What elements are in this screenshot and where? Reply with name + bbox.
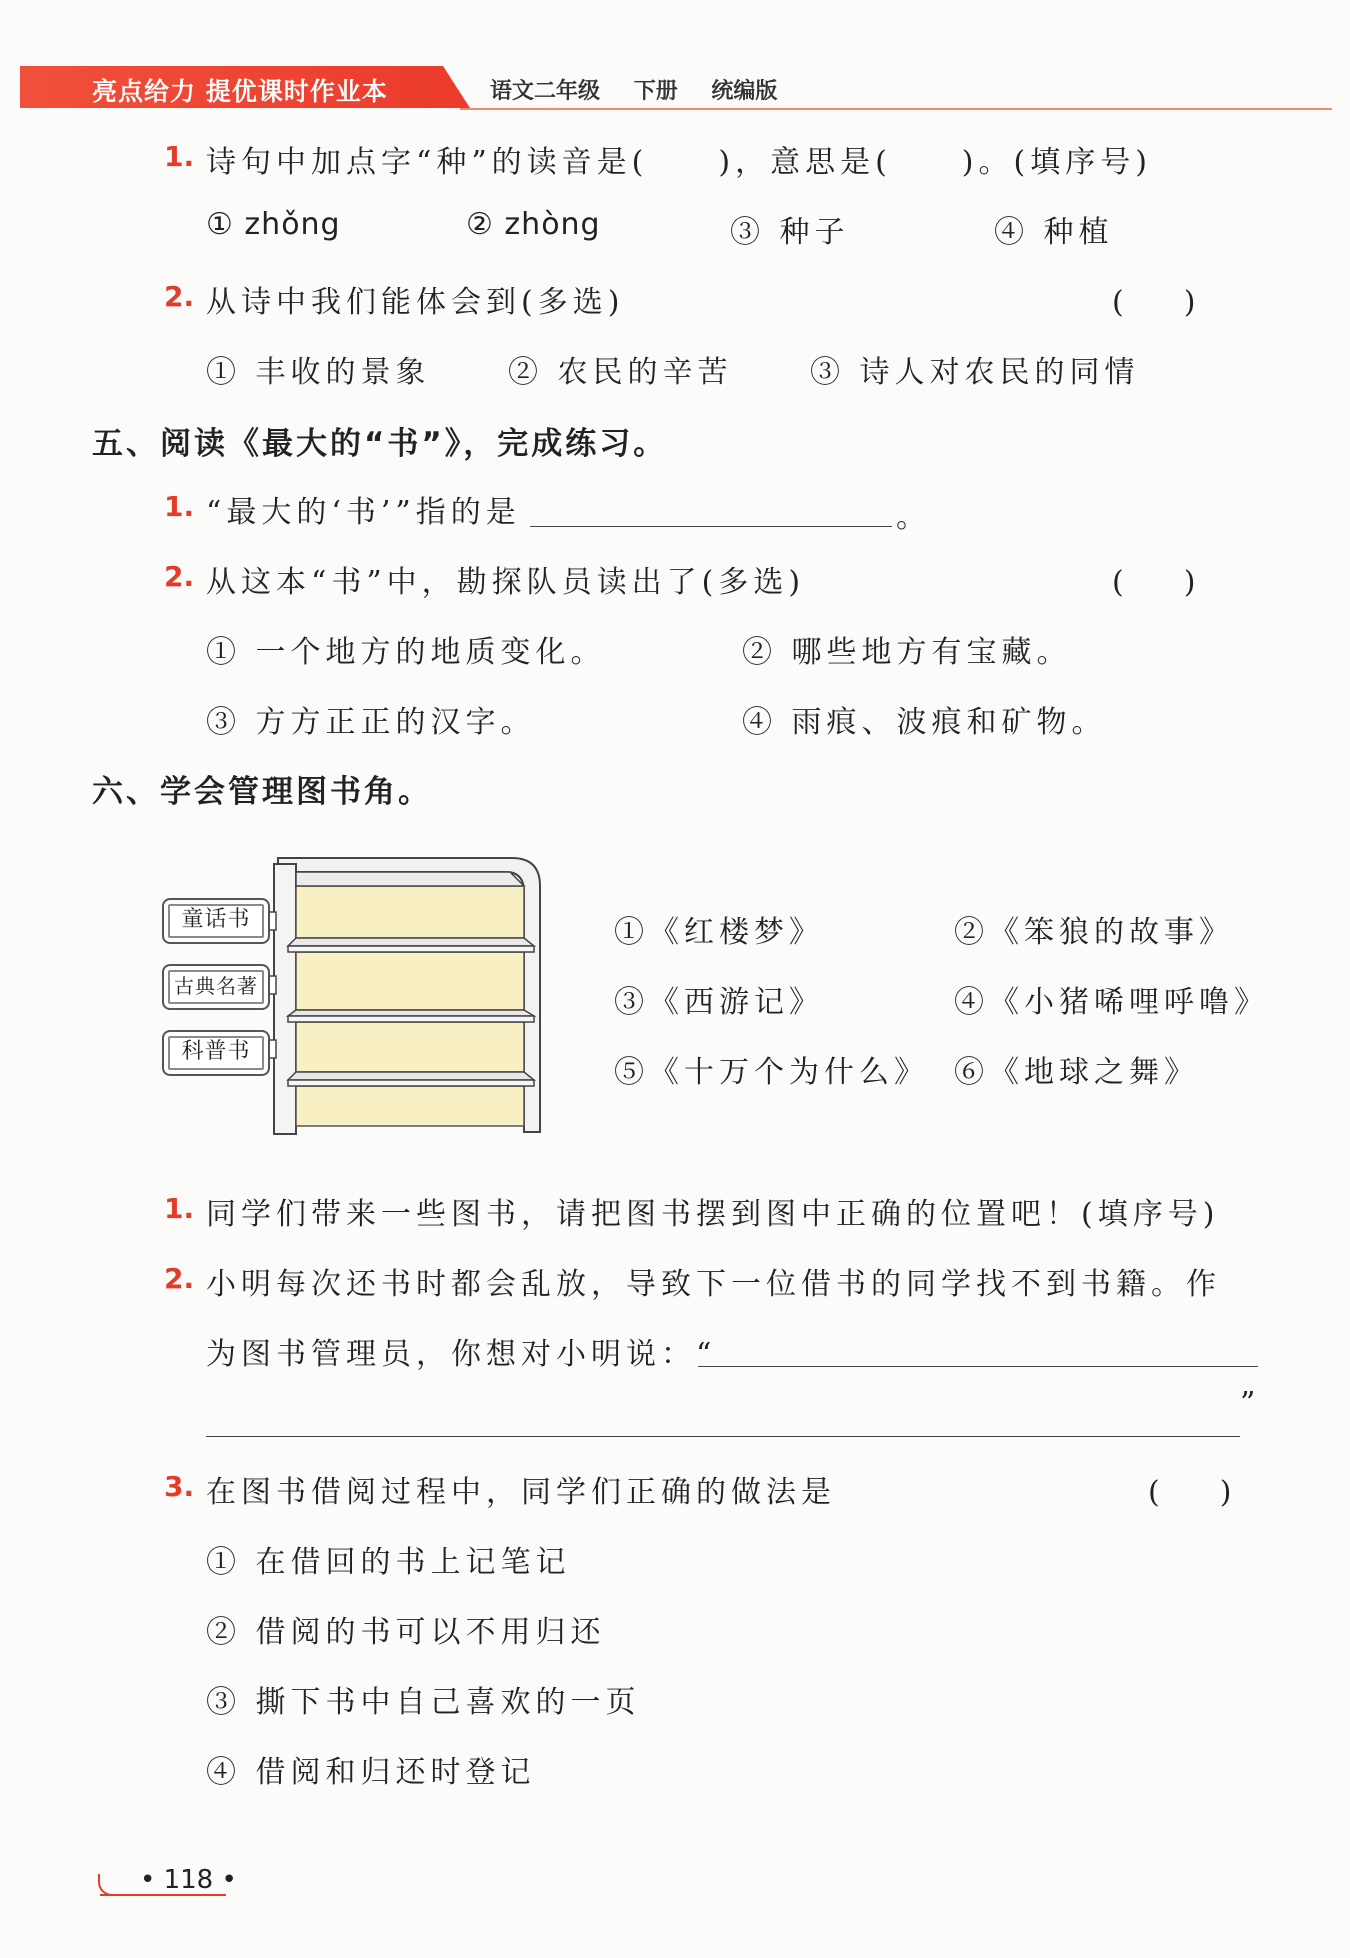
option-item[interactable]: ③ 诗人对农民的同情 — [810, 355, 1140, 390]
edition-label: 统编版 — [711, 79, 778, 104]
question-text-cont: 为图书管理员，你想对小明说：“ — [206, 1337, 717, 1372]
option-item[interactable]: ② 借阅的书可以不用归还 — [206, 1615, 606, 1650]
option-item[interactable]: ③ 撕下书中自己喜欢的一页 — [206, 1685, 641, 1720]
sentence-end: 。 — [896, 500, 931, 535]
book-item: ⑥《地球之舞》 — [954, 1055, 1199, 1090]
volume-label: 下册 — [633, 79, 678, 104]
question-text: 小明每次还书时都会乱放，导致下一位借书的同学找不到书籍。作 — [206, 1267, 1221, 1302]
question-number: 2. — [164, 280, 195, 313]
answer-paren[interactable]: ( ) — [1112, 565, 1196, 600]
question-text: 同学们带来一些图书，请把图书摆到图中正确的位置吧！(填序号) — [206, 1197, 1220, 1232]
answer-paren[interactable]: ( ) — [1112, 285, 1196, 320]
shelf-label-science: 科普书 — [162, 1030, 270, 1076]
question-number: 1. — [164, 490, 195, 523]
book-item: ⑤《十万个为什么》 — [614, 1055, 929, 1090]
option-item[interactable]: ④ 雨痕、波痕和矿物。 — [742, 705, 1107, 740]
page-decoration — [98, 1874, 124, 1896]
page-number: • 118 • — [140, 1865, 237, 1895]
option-item[interactable]: ④ 借阅和归还时登记 — [206, 1755, 536, 1790]
section-title: 六、学会管理图书角。 — [92, 774, 432, 810]
book-item: ①《红楼梦》 — [614, 915, 824, 950]
option-item[interactable]: ① 丰收的景象 — [206, 355, 431, 390]
question-number: 2. — [164, 1262, 195, 1295]
shelf-label-fairy-tales: 童话书 — [162, 898, 270, 944]
book-info — [490, 74, 803, 105]
question-number: 1. — [164, 1192, 195, 1225]
subject-label: 语文二年级 — [490, 79, 601, 104]
answer-blank[interactable] — [206, 1436, 1240, 1437]
option-item[interactable]: ② 哪些地方有宝藏。 — [742, 635, 1072, 670]
answer-paren[interactable]: ( ) — [1148, 1475, 1232, 1510]
question-number: 1. — [164, 140, 195, 173]
option-item[interactable]: ③ 方方正正的汉字。 — [206, 705, 536, 740]
question-number: 2. — [164, 560, 195, 593]
option-item[interactable]: ④ 种植 — [994, 215, 1114, 250]
question-text: 诗句中加点字“种”的读音是( )，意思是( )。(填序号) — [206, 145, 1152, 180]
option-item[interactable]: ① 一个地方的地质变化。 — [206, 635, 606, 670]
option-item[interactable]: ① 在借回的书上记笔记 — [206, 1545, 571, 1580]
option-item[interactable]: ③ 种子 — [730, 215, 850, 250]
book-item: ②《笨狼的故事》 — [954, 915, 1234, 950]
question-text: 从这本“书”中，勘探队员读出了(多选) — [206, 565, 806, 600]
option-item[interactable]: ① zhǒng — [206, 207, 341, 242]
brand-title: 亮点给力 提优课时作业本 — [92, 77, 388, 106]
answer-blank[interactable] — [698, 1366, 1258, 1367]
shelf-label-classics: 古典名著 — [162, 964, 270, 1010]
question-text: “最大的‘书’”指的是 — [206, 495, 521, 530]
book-item: ④《小猪唏哩呼噜》 — [954, 985, 1269, 1020]
question-text: 从诗中我们能体会到(多选) — [206, 285, 625, 320]
question-text: 在图书借阅过程中，同学们正确的做法是 — [206, 1475, 836, 1510]
option-item[interactable]: ② zhòng — [466, 207, 601, 242]
option-item[interactable]: ② 农民的辛苦 — [508, 355, 733, 390]
closing-quote: ” — [1240, 1386, 1261, 1421]
question-number: 3. — [164, 1470, 195, 1503]
header-divider — [460, 108, 1332, 110]
section-title: 五、阅读《最大的“书”》，完成练习。 — [92, 426, 668, 462]
book-item: ③《西游记》 — [614, 985, 824, 1020]
answer-blank[interactable] — [530, 526, 892, 527]
